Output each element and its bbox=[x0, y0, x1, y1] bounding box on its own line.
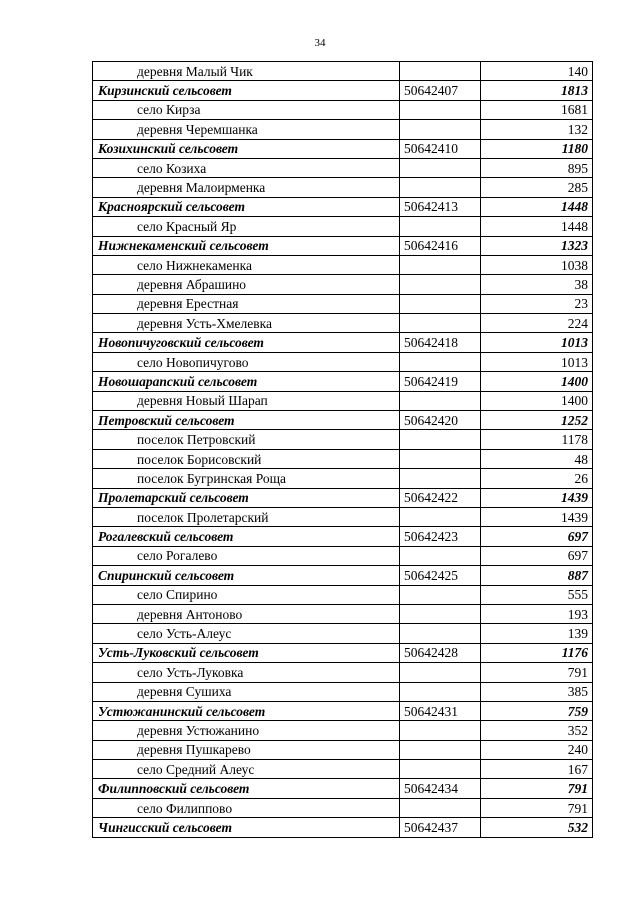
settlement-row bbox=[93, 585, 593, 604]
settlement-name-cell: деревня Малоирменка bbox=[93, 178, 400, 197]
settlement-row bbox=[93, 314, 593, 333]
settlement-name-cell: деревня Абрашино bbox=[93, 275, 400, 294]
settlement-name-cell: село Рогалево bbox=[93, 546, 400, 565]
council-name-cell: Петровский сельсовет bbox=[93, 411, 400, 430]
settlement-name-cell: село Спирино bbox=[93, 585, 400, 604]
settlement-row bbox=[93, 740, 593, 759]
oktmo-code-cell bbox=[400, 294, 481, 313]
oktmo-code-cell bbox=[400, 178, 481, 197]
oktmo-code-cell: 50642413 bbox=[400, 197, 481, 216]
council-name-cell: Пролетарский сельсовет bbox=[93, 488, 400, 507]
oktmo-code-cell: 50642416 bbox=[400, 236, 481, 255]
settlement-name-cell: село Усть-Алеус bbox=[93, 624, 400, 643]
settlement-name-cell: деревня Устюжанино bbox=[93, 721, 400, 740]
oktmo-code-cell: 50642428 bbox=[400, 643, 481, 662]
population-cell: 759 bbox=[481, 701, 593, 720]
settlement-row bbox=[93, 255, 593, 274]
settlement-name-cell: деревня Усть-Хмелевка bbox=[93, 314, 400, 333]
settlement-row bbox=[93, 469, 593, 488]
settlement-name-cell: село Красный Яр bbox=[93, 217, 400, 236]
settlement-name-cell: село Кирза bbox=[93, 100, 400, 119]
oktmo-code-cell bbox=[400, 507, 481, 526]
oktmo-code-cell bbox=[400, 721, 481, 740]
council-name-cell: Нижнекаменский сельсовет bbox=[93, 236, 400, 255]
oktmo-code-cell bbox=[400, 314, 481, 333]
oktmo-code-cell bbox=[400, 798, 481, 817]
oktmo-code-cell bbox=[400, 158, 481, 177]
oktmo-code-cell bbox=[400, 469, 481, 488]
settlement-name-cell: деревня Новый Шарап bbox=[93, 391, 400, 410]
council-name-cell: Рогалевский сельсовет bbox=[93, 527, 400, 546]
settlement-name-cell: деревня Пушкарево bbox=[93, 740, 400, 759]
settlement-row bbox=[93, 624, 593, 643]
settlement-row bbox=[93, 760, 593, 779]
settlement-row bbox=[93, 663, 593, 682]
population-cell: 132 bbox=[481, 120, 593, 139]
oktmo-code-cell bbox=[400, 120, 481, 139]
oktmo-code-cell bbox=[400, 760, 481, 779]
settlements-table bbox=[92, 61, 593, 838]
population-cell: 895 bbox=[481, 158, 593, 177]
council-name-cell: Спиринский сельсовет bbox=[93, 566, 400, 585]
population-cell: 555 bbox=[481, 585, 593, 604]
oktmo-code-cell bbox=[400, 449, 481, 468]
council-row bbox=[93, 818, 593, 837]
settlement-name-cell: село Усть-Луковка bbox=[93, 663, 400, 682]
oktmo-code-cell bbox=[400, 682, 481, 701]
population-cell: 352 bbox=[481, 721, 593, 740]
population-cell: 38 bbox=[481, 275, 593, 294]
population-cell: 1400 bbox=[481, 391, 593, 410]
council-row bbox=[93, 643, 593, 662]
population-cell: 1681 bbox=[481, 100, 593, 119]
oktmo-code-cell: 50642420 bbox=[400, 411, 481, 430]
oktmo-code-cell bbox=[400, 604, 481, 623]
oktmo-code-cell bbox=[400, 62, 481, 81]
oktmo-code-cell bbox=[400, 255, 481, 274]
population-cell: 240 bbox=[481, 740, 593, 759]
population-cell: 791 bbox=[481, 663, 593, 682]
oktmo-code-cell bbox=[400, 217, 481, 236]
oktmo-code-cell: 50642431 bbox=[400, 701, 481, 720]
settlement-name-cell: село Нижнекаменка bbox=[93, 255, 400, 274]
council-row bbox=[93, 527, 593, 546]
settlement-row bbox=[93, 798, 593, 817]
oktmo-code-cell bbox=[400, 275, 481, 294]
oktmo-code-cell bbox=[400, 585, 481, 604]
population-cell: 26 bbox=[481, 469, 593, 488]
settlement-row bbox=[93, 604, 593, 623]
population-cell: 697 bbox=[481, 527, 593, 546]
council-name-cell: Новошарапский сельсовет bbox=[93, 372, 400, 391]
settlement-name-cell: деревня Черемшанка bbox=[93, 120, 400, 139]
settlement-row bbox=[93, 546, 593, 565]
council-name-cell: Усть-Луковский сельсовет bbox=[93, 643, 400, 662]
settlement-name-cell: село Козиха bbox=[93, 158, 400, 177]
settlement-row bbox=[93, 507, 593, 526]
oktmo-code-cell bbox=[400, 740, 481, 759]
settlement-row bbox=[93, 391, 593, 410]
oktmo-code-cell: 50642434 bbox=[400, 779, 481, 798]
settlement-name-cell: село Новопичугово bbox=[93, 352, 400, 371]
council-row bbox=[93, 411, 593, 430]
council-name-cell: Устюжанинский сельсовет bbox=[93, 701, 400, 720]
population-cell: 285 bbox=[481, 178, 593, 197]
settlement-row bbox=[93, 430, 593, 449]
population-cell: 1013 bbox=[481, 352, 593, 371]
oktmo-code-cell: 50642425 bbox=[400, 566, 481, 585]
settlement-row bbox=[93, 682, 593, 701]
oktmo-code-cell: 50642410 bbox=[400, 139, 481, 158]
population-cell: 1038 bbox=[481, 255, 593, 274]
settlement-name-cell: поселок Бугринская Роща bbox=[93, 469, 400, 488]
oktmo-code-cell bbox=[400, 546, 481, 565]
settlement-name-cell: деревня Ерестная bbox=[93, 294, 400, 313]
settlement-name-cell: деревня Антоново bbox=[93, 604, 400, 623]
oktmo-code-cell bbox=[400, 624, 481, 643]
population-cell: 140 bbox=[481, 62, 593, 81]
population-cell: 224 bbox=[481, 314, 593, 333]
council-name-cell: Новопичуговский сельсовет bbox=[93, 333, 400, 352]
population-cell: 1400 bbox=[481, 372, 593, 391]
page-number: 34 bbox=[314, 37, 326, 49]
council-row bbox=[93, 779, 593, 798]
settlement-row bbox=[93, 217, 593, 236]
council-row bbox=[93, 333, 593, 352]
council-name-cell: Козихинский сельсовет bbox=[93, 139, 400, 158]
settlement-name-cell: село Филиппово bbox=[93, 798, 400, 817]
settlement-row bbox=[93, 449, 593, 468]
council-row bbox=[93, 701, 593, 720]
oktmo-code-cell: 50642418 bbox=[400, 333, 481, 352]
settlement-name-cell: поселок Борисовский bbox=[93, 449, 400, 468]
settlement-name-cell: поселок Петровский bbox=[93, 430, 400, 449]
population-cell: 139 bbox=[481, 624, 593, 643]
council-row bbox=[93, 197, 593, 216]
population-cell: 1448 bbox=[481, 217, 593, 236]
population-cell: 167 bbox=[481, 760, 593, 779]
settlement-row bbox=[93, 294, 593, 313]
population-cell: 385 bbox=[481, 682, 593, 701]
settlement-row bbox=[93, 178, 593, 197]
settlement-row bbox=[93, 275, 593, 294]
council-name-cell: Чингисский сельсовет bbox=[93, 818, 400, 837]
oktmo-code-cell: 50642423 bbox=[400, 527, 481, 546]
council-row bbox=[93, 139, 593, 158]
population-cell: 1013 bbox=[481, 333, 593, 352]
population-cell: 23 bbox=[481, 294, 593, 313]
settlement-row bbox=[93, 158, 593, 177]
council-row bbox=[93, 488, 593, 507]
oktmo-code-cell: 50642419 bbox=[400, 372, 481, 391]
population-cell: 1252 bbox=[481, 411, 593, 430]
settlement-row bbox=[93, 100, 593, 119]
council-name-cell: Филипповский сельсовет bbox=[93, 779, 400, 798]
settlement-row bbox=[93, 62, 593, 81]
population-cell: 697 bbox=[481, 546, 593, 565]
population-cell: 193 bbox=[481, 604, 593, 623]
table-body bbox=[93, 62, 593, 838]
population-cell: 1180 bbox=[481, 139, 593, 158]
settlement-row bbox=[93, 721, 593, 740]
settlement-row bbox=[93, 120, 593, 139]
oktmo-code-cell: 50642422 bbox=[400, 488, 481, 507]
oktmo-code-cell bbox=[400, 352, 481, 371]
oktmo-code-cell bbox=[400, 100, 481, 119]
oktmo-code-cell bbox=[400, 430, 481, 449]
settlement-name-cell: деревня Сушиха bbox=[93, 682, 400, 701]
oktmo-code-cell: 50642437 bbox=[400, 818, 481, 837]
population-cell: 48 bbox=[481, 449, 593, 468]
settlement-name-cell: деревня Малый Чик bbox=[93, 62, 400, 81]
population-cell: 1439 bbox=[481, 488, 593, 507]
population-cell: 1178 bbox=[481, 430, 593, 449]
population-cell: 791 bbox=[481, 798, 593, 817]
council-row bbox=[93, 372, 593, 391]
settlement-name-cell: поселок Пролетарский bbox=[93, 507, 400, 526]
oktmo-code-cell bbox=[400, 391, 481, 410]
council-row bbox=[93, 236, 593, 255]
council-row bbox=[93, 566, 593, 585]
oktmo-code-cell: 50642407 bbox=[400, 81, 481, 100]
population-cell: 791 bbox=[481, 779, 593, 798]
population-cell: 1448 bbox=[481, 197, 593, 216]
oktmo-code-cell bbox=[400, 663, 481, 682]
council-row bbox=[93, 81, 593, 100]
council-name-cell: Краснoярский сельсовет bbox=[93, 197, 400, 216]
settlement-row bbox=[93, 352, 593, 371]
population-cell: 1439 bbox=[481, 507, 593, 526]
population-cell: 1813 bbox=[481, 81, 593, 100]
population-cell: 1176 bbox=[481, 643, 593, 662]
population-cell: 887 bbox=[481, 566, 593, 585]
settlement-name-cell: село Средний Алеус bbox=[93, 760, 400, 779]
population-cell: 1323 bbox=[481, 236, 593, 255]
population-cell: 532 bbox=[481, 818, 593, 837]
council-name-cell: Кирзинский сельсовет bbox=[93, 81, 400, 100]
